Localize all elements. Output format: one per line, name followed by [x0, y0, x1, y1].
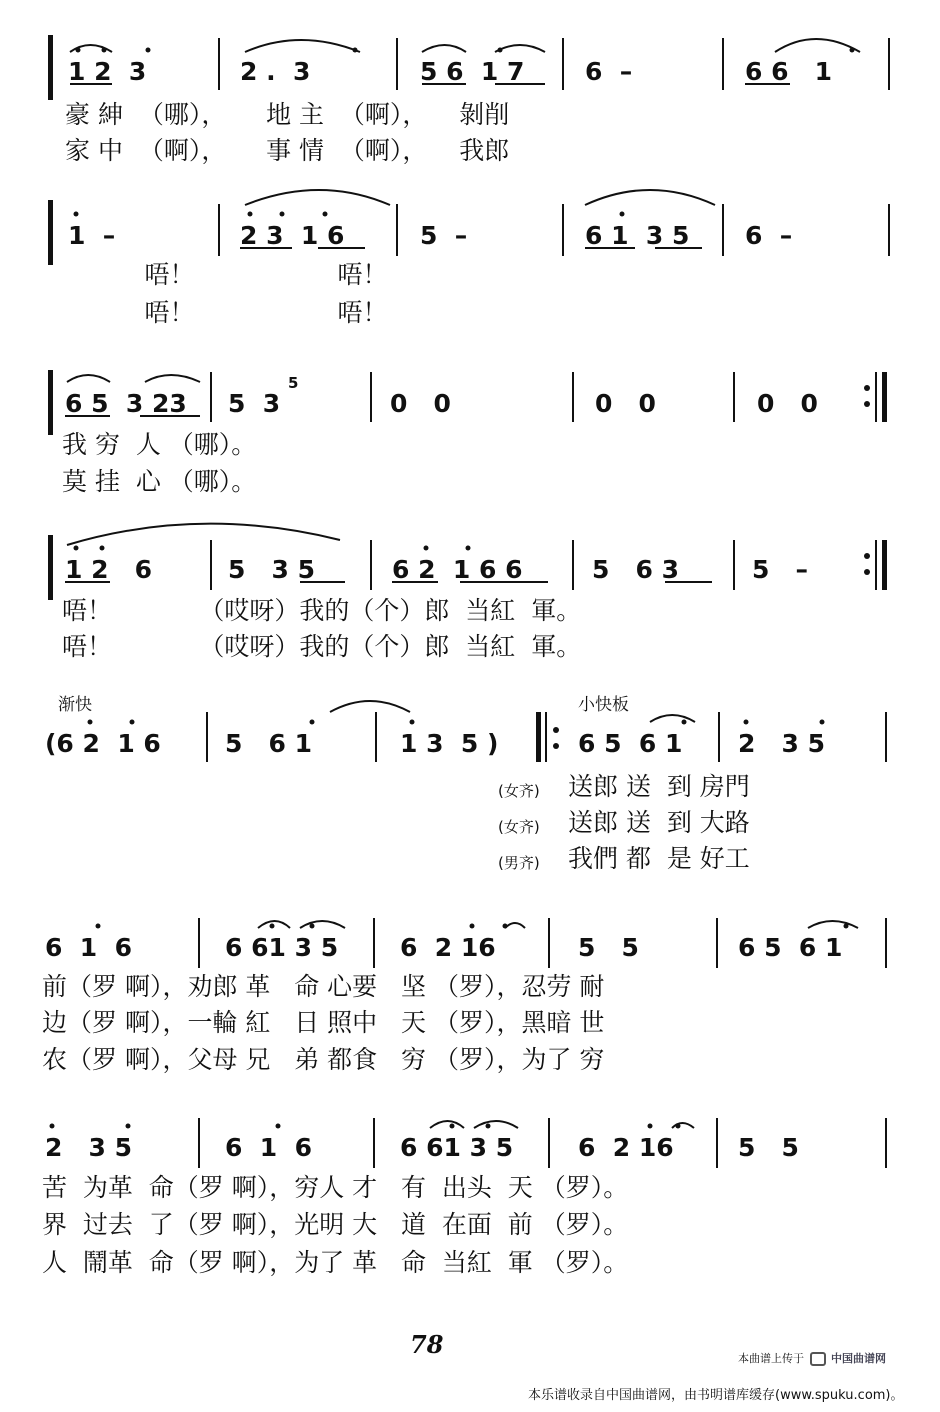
notation-measure: 5 6 1 7 [420, 57, 525, 86]
slur [585, 190, 715, 205]
octave-dot [50, 1124, 55, 1129]
notation-measure: 6 6 1 [745, 57, 832, 86]
notation-measure: 5 – [420, 221, 468, 250]
slur [67, 524, 340, 545]
octave-dot [486, 1124, 491, 1129]
notation-measure: 5 6 3 [592, 555, 679, 584]
octave-dot [100, 546, 105, 551]
slur [145, 375, 200, 382]
slur [422, 45, 466, 52]
notation-measure: 6 2 16 [578, 1133, 674, 1162]
notation-measure: 6 – [585, 57, 633, 86]
lyric-line: 唔！ （哎呀）我的（个）郎 当紅 軍。 [62, 632, 582, 661]
octave-dot [744, 720, 749, 725]
notation-measure: 5 5 [578, 933, 639, 962]
octave-dot [323, 212, 328, 217]
octave-dot [498, 48, 503, 53]
octave-dot [620, 212, 625, 217]
octave-dot [102, 48, 107, 53]
notation-measure: 6 61 3 5 [225, 933, 339, 962]
octave-dot [850, 48, 855, 53]
notation-measure: 6 2 16 [400, 933, 496, 962]
lyric-line: 界 过去 了（罗 啊），光明 大 道 在面 前 （罗）。 [42, 1210, 629, 1239]
octave-dot [503, 924, 508, 929]
notation-measure: 6 1 3 5 [585, 221, 690, 250]
repeat-dot [864, 553, 870, 559]
notation-measure: 0 0 [757, 389, 818, 418]
notation-measure: 6 1 6 [225, 1133, 312, 1162]
octave-dot [270, 924, 275, 929]
octave-dot [676, 1124, 681, 1129]
slur [650, 715, 695, 722]
octave-dot [424, 546, 429, 551]
notation-measure: 2 3 5 [738, 729, 825, 758]
octave-dot [470, 924, 475, 929]
slur [67, 375, 110, 382]
octave-dot [146, 48, 151, 53]
notation-measure: 5 6 1 [225, 729, 312, 758]
notation-measure: 6 5 3 23 [65, 389, 187, 418]
singer-label: (女齐) [498, 782, 540, 800]
tempo-marking: 小快板 [578, 695, 629, 715]
notation-measure: 1 – [68, 221, 116, 250]
notation-measure: 6 2 1 6 6 [392, 555, 523, 584]
octave-dot [88, 720, 93, 725]
repeat-dot [864, 385, 870, 391]
octave-dot [310, 924, 315, 929]
lyric-line: 我 穷 人 （哪）。 [62, 430, 257, 459]
lyric-line: 苦 为革 命（罗 啊），穷人 才 有 出头 天 （罗）。 [42, 1173, 629, 1202]
octave-dot [248, 212, 253, 217]
lyric-line: 我們 都 是 好工 [568, 844, 750, 873]
octave-dot [74, 546, 79, 551]
notation-measure: 0 0 [390, 389, 451, 418]
lyric-line: 莫 挂 心 （哪）。 [62, 467, 257, 496]
upload-note [738, 1350, 886, 1366]
notation-measure: 1 2 6 [65, 555, 152, 584]
lyric-line: 前（罗 啊），劝郎 革 命 心要 坚 （罗），忍劳 耐 [42, 972, 605, 1001]
lyric-line: 家 中 （啊）， 事 情 （啊）， 我郎 [65, 136, 510, 165]
repeat-dot [864, 401, 870, 407]
slur [245, 190, 390, 205]
octave-dot [126, 1124, 131, 1129]
octave-dot [466, 546, 471, 551]
slur [495, 45, 545, 52]
notation-measure: (6 2 1 6 [45, 729, 161, 758]
slur [300, 921, 345, 928]
octave-dot [410, 720, 415, 725]
tempo-marking: 渐快 [58, 695, 92, 715]
notation-measure: 2 3 5 [45, 1133, 132, 1162]
notation-measure: 5 – [752, 555, 809, 584]
repeat-dot [553, 727, 559, 733]
octave-dot [96, 924, 101, 929]
upload-label: 本曲谱上传于 [738, 1352, 804, 1365]
slur [430, 1121, 464, 1128]
notation-measure: 2 . 3 [240, 57, 311, 86]
lyric-line: 送郎 送 到 房門 [568, 772, 750, 801]
slur [672, 1123, 694, 1128]
slur [245, 40, 360, 52]
slur [808, 921, 858, 928]
lyric-line: 唔！ （哎呀）我的（个）郎 当紅 軍。 [62, 596, 582, 625]
slur [474, 1121, 518, 1128]
octave-dot [682, 720, 687, 725]
site-name: 中国曲谱网 [831, 1352, 886, 1365]
lyric-line: 边（罗 啊），一輪 紅 日 照中 天 （罗），黑暗 世 [42, 1008, 605, 1037]
lyric-line: 人 鬧革 命（罗 啊），为了 革 命 当紅 軍 （罗）。 [42, 1248, 629, 1277]
notation-measure: 6 – [745, 221, 793, 250]
octave-dot [820, 720, 825, 725]
lyric-line: 送郎 送 到 大路 [568, 808, 750, 837]
lyric-line: 唔！ 唔！ [65, 298, 388, 327]
octave-dot [74, 212, 79, 217]
notation-measure: 5 5 [738, 1133, 799, 1162]
singer-label: (女齐) [498, 818, 540, 836]
notation-measure: 0 0 [595, 389, 656, 418]
lyric-line: 豪 紳 （哪）， 地 主 （啊）， 剝削 [65, 100, 510, 129]
octave-dot [276, 1124, 281, 1129]
octave-dot [450, 1124, 455, 1129]
repeat-dot [553, 743, 559, 749]
octave-dot [280, 212, 285, 217]
page-number: 78 [410, 1330, 444, 1359]
site-logo-icon [810, 1352, 826, 1366]
notation-measure: 1 3 5 ) [400, 729, 499, 758]
lyric-line: 农（罗 啊），父母 兄 弟 都食 穷 （罗），为了 穷 [42, 1045, 605, 1074]
repeat-dot [864, 569, 870, 575]
notation-measure: 6 1 6 [45, 933, 132, 962]
octave-dot [130, 720, 135, 725]
lyric-line: 唔！ 唔！ [65, 260, 388, 289]
footer-credit: 本乐谱收录自中国曲谱网，由书明谱库缓存(www.spuku.com)。 [528, 1388, 904, 1403]
notation-measure: 5 3 [228, 389, 281, 418]
singer-label: (男齐) [498, 854, 540, 872]
slur [505, 923, 525, 928]
octave-dot [310, 720, 315, 725]
octave-dot [353, 48, 358, 53]
notation-measure: 1 2 3 [68, 57, 147, 86]
slur [775, 39, 860, 52]
octave-dot [648, 1124, 653, 1129]
notation-measure: 6 5 6 1 [578, 729, 683, 758]
slur [330, 701, 410, 712]
notation-measure: 2 3 1 6 [240, 221, 345, 250]
notation-measure: 6 61 3 5 [400, 1133, 514, 1162]
octave-dot [844, 924, 849, 929]
notation-measure: 6 5 6 1 [738, 933, 843, 962]
octave-dot [76, 48, 81, 53]
grace-note: 5 [288, 374, 299, 392]
notation-measure: 5 3 5 [228, 555, 315, 584]
